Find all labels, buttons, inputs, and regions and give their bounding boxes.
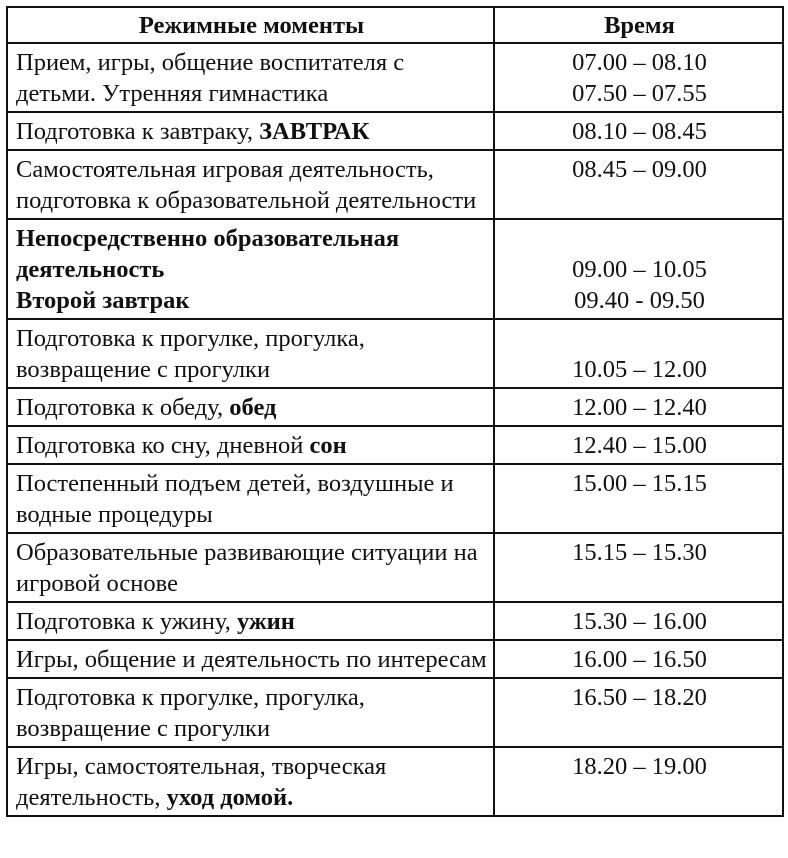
time-cell <box>494 43 783 112</box>
table-row <box>7 464 783 533</box>
time-cell <box>494 678 783 747</box>
time-range: 08.45 – 09.00 <box>572 156 707 183</box>
activity-cell <box>7 150 494 219</box>
time-range: 09.00 – 10.05 <box>572 256 707 283</box>
time-range: 15.30 – 16.00 <box>572 608 707 635</box>
time-range: 15.15 – 15.30 <box>572 539 707 566</box>
table-row <box>7 388 783 426</box>
table-row <box>7 43 783 112</box>
table-row <box>7 678 783 747</box>
time-cell <box>494 112 783 150</box>
time-cell <box>494 533 783 602</box>
time-cell <box>494 319 783 388</box>
time-range: 16.00 – 16.50 <box>572 646 707 673</box>
table-row <box>7 112 783 150</box>
time-cell <box>494 219 783 319</box>
activity-cell <box>7 319 494 388</box>
activity-cell <box>7 747 494 816</box>
activity-cell <box>7 426 494 464</box>
time-range: 09.40 - 09.50 <box>574 287 705 314</box>
time-cell <box>494 464 783 533</box>
activity-cell <box>7 219 494 319</box>
time-cell <box>494 640 783 678</box>
activity-cell <box>7 43 494 112</box>
header-row <box>7 7 783 43</box>
table-row <box>7 150 783 219</box>
time-range: 07.00 – 08.10 <box>572 49 707 76</box>
activity-cell <box>7 112 494 150</box>
header-activity: Режимные моменты <box>7 7 494 43</box>
activity-text-bold: сон <box>309 432 347 459</box>
activity-text: Игры, самостоятельная, творческая деятельность, <box>16 753 387 811</box>
time-cell <box>494 150 783 219</box>
activity-text-bold: уход домой. <box>166 784 294 811</box>
activity-text: Подготовка к прогулке, прогулка, возвращение с прогулки <box>16 684 365 742</box>
activity-text-bold: обед <box>229 394 277 421</box>
activity-text-bold: ужин <box>236 608 295 635</box>
schedule-body <box>7 43 783 816</box>
time-range: 07.50 – 07.55 <box>572 80 707 107</box>
activity-text: Подготовка к обеду, <box>16 394 230 421</box>
table-row <box>7 747 783 816</box>
activity-text-bold: ЗАВТРАК <box>259 118 370 145</box>
table-row <box>7 640 783 678</box>
time-cell <box>494 426 783 464</box>
table-row <box>7 426 783 464</box>
time-cell <box>494 747 783 816</box>
time-cell <box>494 388 783 426</box>
time-range: 18.20 – 19.00 <box>572 753 707 780</box>
time-range: 10.05 – 12.00 <box>572 356 707 383</box>
time-range: 16.50 – 18.20 <box>572 684 707 711</box>
activity-text: Подготовка ко сну, дневной <box>16 432 310 459</box>
time-range: 12.00 – 12.40 <box>572 394 707 421</box>
table-row <box>7 602 783 640</box>
activity-cell <box>7 640 494 678</box>
activity-text: Игры, общение и деятельность по интересам <box>16 646 487 673</box>
schedule-table <box>6 6 784 817</box>
activity-text: Подготовка к прогулке, прогулка, возвращение с прогулки <box>16 325 365 383</box>
time-range: 15.00 – 15.15 <box>572 470 707 497</box>
activity-text: Образовательные развивающие ситуации на игровой основе <box>16 539 478 597</box>
time-range: 12.40 – 15.00 <box>572 432 707 459</box>
activity-text: Подготовка к завтраку, <box>16 118 260 145</box>
activity-cell <box>7 464 494 533</box>
activity-cell <box>7 678 494 747</box>
time-cell <box>494 602 783 640</box>
activity-text-bold: Второй завтрак <box>16 287 190 314</box>
activity-text: Постепенный подъем детей, воздушные и водные процедуры <box>16 470 454 528</box>
activity-text: Прием, игры, общение воспитателя с детьми. Утренняя гимнастика <box>16 49 405 107</box>
header-time: Время <box>494 7 783 43</box>
activity-cell <box>7 602 494 640</box>
table-row <box>7 319 783 388</box>
activity-cell <box>7 533 494 602</box>
activity-text: Подготовка к ужину, <box>16 608 237 635</box>
activity-text: Самостоятельная игровая деятельность, подготовка к образовательной деятельности <box>16 156 477 214</box>
table-row <box>7 219 783 319</box>
activity-text-bold: Непосредственно образовательная деятельность <box>16 225 400 283</box>
activity-cell <box>7 388 494 426</box>
time-range: 08.10 – 08.45 <box>572 118 707 145</box>
table-row <box>7 533 783 602</box>
